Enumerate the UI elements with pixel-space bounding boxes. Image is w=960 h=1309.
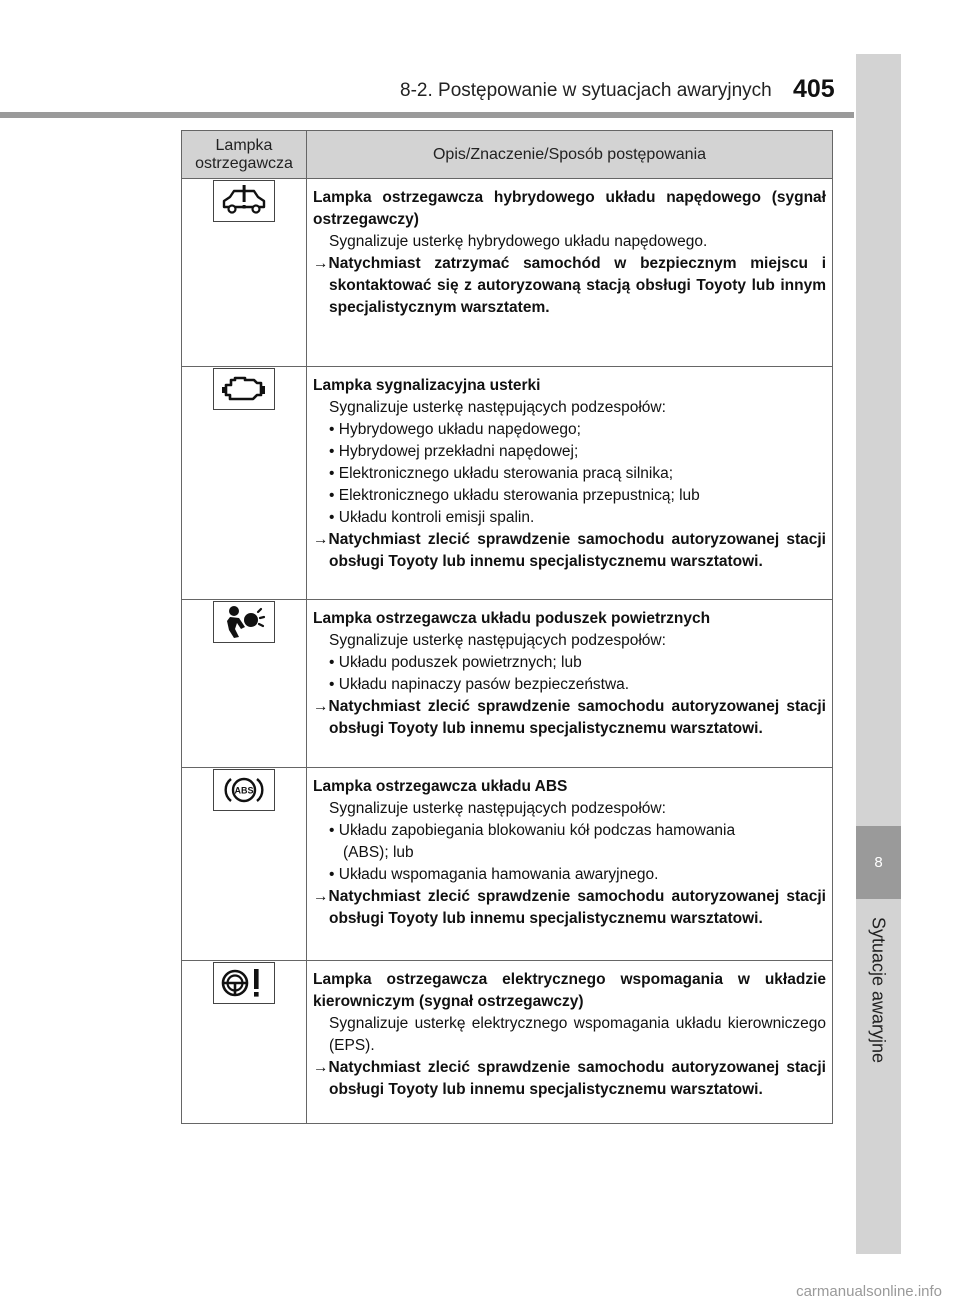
lamp-icon-cell <box>182 600 307 768</box>
lamp-description-cell <box>307 367 833 600</box>
list-item <box>313 507 826 529</box>
arrow-icon: → <box>313 255 329 272</box>
list-item <box>313 463 826 485</box>
lamp-description-cell <box>307 600 833 768</box>
lamp-meaning: Sygnalizuje usterkę następujących podzespołów: <box>329 399 666 416</box>
bullet: • <box>329 465 335 482</box>
list-item <box>313 820 826 842</box>
header-rule <box>0 112 854 118</box>
lamp-icon-cell <box>182 768 307 961</box>
lamp-action <box>313 1057 826 1101</box>
list-item <box>313 419 826 441</box>
eps-warning-icon <box>213 962 275 1004</box>
lamp-action-text: Natychmiast zlecić sprawdzenie samochodu autoryzowanej stacji obsługi Toyoty lub innemu specjalistycznemu warsztatowi. <box>328 531 826 570</box>
table-row <box>182 961 833 1124</box>
arrow-icon: → <box>313 1059 329 1076</box>
arrow-icon: → <box>313 698 329 715</box>
lamp-action-text: Natychmiast zatrzymać samochód w bezpiecznym miejscu i skontaktować się z autoryzowaną stacją obsługi Toyoty lub innym specjalistycznym warsztatem. <box>328 255 826 316</box>
list-item <box>313 652 826 674</box>
column-header-lamp-line1: Lampka <box>215 136 273 154</box>
list-item-text: Układu wspomagania hamowania awaryjnego. <box>338 866 659 883</box>
lamp-description-cell <box>307 768 833 961</box>
list-item-text: Układu zapobiegania blokowaniu kół podczas hamowania <box>338 822 736 839</box>
arrow-icon: → <box>313 531 329 548</box>
lamp-meaning: Sygnalizuje usterkę następujących podzespołów: <box>329 800 666 817</box>
arrow-icon: → <box>313 888 329 905</box>
table-row <box>182 367 833 600</box>
column-header-lamp <box>182 131 307 179</box>
bullet: • <box>329 822 335 839</box>
chapter-side-tab <box>856 54 901 1254</box>
bullet: • <box>329 421 335 438</box>
lamp-title: Lampka ostrzegawcza układu poduszek powietrznych <box>313 610 711 627</box>
lamp-meaning: Sygnalizuje usterkę hybrydowego układu napędowego. <box>329 233 708 250</box>
bullet: • <box>329 509 335 526</box>
table-row <box>182 768 833 961</box>
bullet: • <box>329 654 335 671</box>
abs-icon-label: ABS <box>234 785 254 796</box>
chapter-number-tab[interactable]: 8 <box>856 826 901 899</box>
lamp-meaning: Sygnalizuje usterkę elektrycznego wspomagania układu kierowniczego (EPS). <box>329 1015 826 1054</box>
check-engine-icon <box>213 368 275 410</box>
lamp-icon-cell <box>182 961 307 1124</box>
page-number: 405 <box>793 75 835 103</box>
list-item-text: Układu napinaczy pasów bezpieczeństwa. <box>338 676 630 693</box>
list-item-text: Hybrydowej przekładni napędowej; <box>338 443 579 460</box>
lamp-action-text: Natychmiast zlecić sprawdzenie samochodu autoryzowanej stacji obsługi Toyoty lub innemu specjalistycznemu warsztatowi. <box>328 1059 826 1098</box>
lamp-action-text: Natychmiast zlecić sprawdzenie samochodu autoryzowanej stacji obsługi Toyoty lub innemu specjalistycznemu warsztatowi. <box>328 888 826 927</box>
lamp-action-text: Natychmiast zlecić sprawdzenie samochodu autoryzowanej stacji obsługi Toyoty lub innemu specjalistycznemu warsztatowi. <box>328 698 826 737</box>
lamp-icon-cell <box>182 367 307 600</box>
table-row <box>182 179 833 367</box>
column-header-description: Opis/Znaczenie/Sposób postępowania <box>307 131 833 179</box>
lamp-title: Lampka ostrzegawcza elektrycznego wspomagania w układzie kierowniczym (sygnał ostrzegawczy) <box>313 971 826 1010</box>
airbag-icon <box>213 601 275 643</box>
lamp-meaning: Sygnalizuje usterkę następujących podzespołów: <box>329 632 666 649</box>
lamp-title: Lampka ostrzegawcza hybrydowego układu napędowego (sygnał ostrzegawczy) <box>313 189 826 228</box>
lamp-action <box>313 886 826 930</box>
chapter-label: Sytuacje awaryjne <box>868 916 889 1064</box>
list-item-continuation: (ABS); lub <box>343 844 414 861</box>
list-item <box>313 864 826 886</box>
lamp-action <box>313 696 826 740</box>
list-item-text: Elektronicznego układu sterowania przepustnicą; lub <box>338 487 700 504</box>
lamp-icon-cell <box>182 179 307 367</box>
watermark: carmanualsonline.info <box>796 1283 942 1300</box>
column-header-lamp-line2: ostrzegawcza <box>195 154 293 172</box>
list-item-text: Układu kontroli emisji spalin. <box>338 509 535 526</box>
list-item-text: Układu poduszek powietrznych; lub <box>338 654 582 671</box>
list-item-text: Hybrydowego układu napędowego; <box>338 421 581 438</box>
list-item <box>313 441 826 463</box>
list-item-text: Elektronicznego układu sterowania pracą silnika; <box>338 465 674 482</box>
bullet: • <box>329 866 335 883</box>
lamp-title: Lampka sygnalizacyjna usterki <box>313 377 541 394</box>
bullet: • <box>329 487 335 504</box>
table-row <box>182 600 833 768</box>
list-item <box>313 485 826 507</box>
lamp-action <box>313 529 826 573</box>
lamp-title: Lampka ostrzegawcza układu ABS <box>313 778 568 795</box>
lamp-action <box>313 253 826 319</box>
abs-icon <box>213 769 275 811</box>
list-item <box>313 674 826 696</box>
warning-lamp-table <box>181 130 833 1124</box>
bullet: • <box>329 676 335 693</box>
lamp-description-cell <box>307 961 833 1124</box>
section-title: 8-2. Postępowanie w sytuacjach awaryjnych <box>400 80 772 101</box>
bullet: • <box>329 443 335 460</box>
table-header-row <box>182 131 833 179</box>
lamp-description-cell <box>307 179 833 367</box>
hybrid-system-warning-icon <box>213 180 275 222</box>
